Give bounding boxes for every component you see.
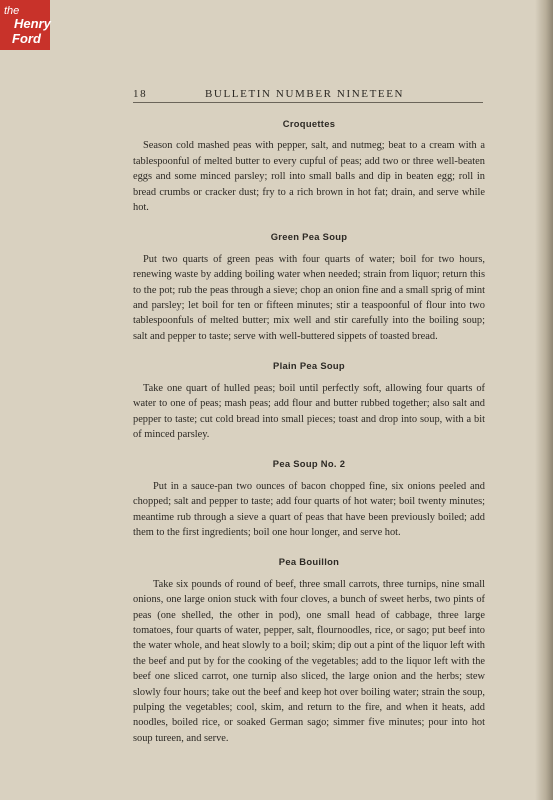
section-paragraph: Season cold mashed peas with pepper, salt, and nutmeg; beat to a cream with a tablespoonful of melted butter to every cupful of peas; add two or three well-beaten eggs and some minced parsley; roll into small balls and dip in beaten egg; roll in bread crumbs or cracker dust; fry to a rich brown in hot fat; drain, and serve while hot. <box>133 140 485 214</box>
section-croquettes <box>133 116 485 215</box>
section-heading: Green Pea Soup <box>270 231 348 243</box>
section-paragraph: Take six pounds of round of beef, three small carrots, three turnips, nine small onions, one large onion stuck with four cloves, a bunch of sweet herbs, two pints of peas (one shelled, the other in pod), one small head of cabbage, three large tomatoes, four quarts of water, pepper, salt, flournoodles, rice, or sago; put beef into the water whole, and heat slowly to a boil; skim; dip out a pint of the liquor left with the beef and put by for the cooking of the vegetables; add to the liquor left with the beef one sliced carrot, one turnip also sliced, the large onion and the herbs; stew slowly four hours; take out the beef and keep hot over boiling water; strain the soup, pulping the vegetables; cool, skim, and return to the fire, and when it heats, add noodles, boiled rice, or soaked German sago; simmer five minutes; pour into hot soup tureen, and serve. <box>133 578 485 744</box>
page-edge-shadow <box>535 0 553 800</box>
bulletin-title: BULLETIN NUMBER NINETEEN <box>205 88 405 100</box>
logo-line-3: Ford <box>12 31 41 46</box>
header-rule <box>133 102 483 103</box>
section-pea-bouillon <box>133 554 485 746</box>
section-heading: Pea Soup No. 2 <box>272 458 346 470</box>
section-plain-pea-soup <box>133 358 485 442</box>
logo-line-1: the <box>4 5 20 17</box>
henry-ford-logo <box>0 0 50 50</box>
page-number: 18 <box>133 88 148 100</box>
section-heading: Pea Bouillon <box>278 556 340 568</box>
section-green-pea-soup <box>133 229 485 344</box>
section-pea-soup-no-2 <box>133 456 485 540</box>
section-paragraph: Put in a sauce-pan two ounces of bacon chopped fine, six onions peeled and chopped; salt and pepper to taste; add four quarts of hot water; boil twenty minutes; meantime rub through a sieve a quart of peas that have been previously boiled; add them to the first ingredients; boil one hour longer, and serve hot. <box>133 480 485 538</box>
recipe-content <box>133 116 485 760</box>
section-paragraph: Put two quarts of green peas with four quarts of water; boil for two hours, renewing waste by adding boiling water when needed; strain from liquor; return this to the pot; rub the peas through a sieve; chop an onion fine and a small sprig of mint and parsley; let boil for ten or fifteen minutes; stir a teaspoonful of flour into two tablespoonfuls of melted butter; mix well and stir carefully into the boiling soup; salt and pepper to taste; serve with well-buttered sippets of toasted bread. <box>133 253 485 342</box>
section-paragraph: Take one quart of hulled peas; boil until perfectly soft, allowing four quarts of water to one of peas; mash peas; add flour and butter rubbed together; also salt and pepper to taste; cut cold bread into small pieces; toast and drop into soup, with a bit of minced parsley. <box>133 382 485 440</box>
logo-line-2: Henry <box>14 16 51 31</box>
section-heading: Plain Pea Soup <box>273 360 345 372</box>
section-heading: Croquettes <box>282 118 336 129</box>
